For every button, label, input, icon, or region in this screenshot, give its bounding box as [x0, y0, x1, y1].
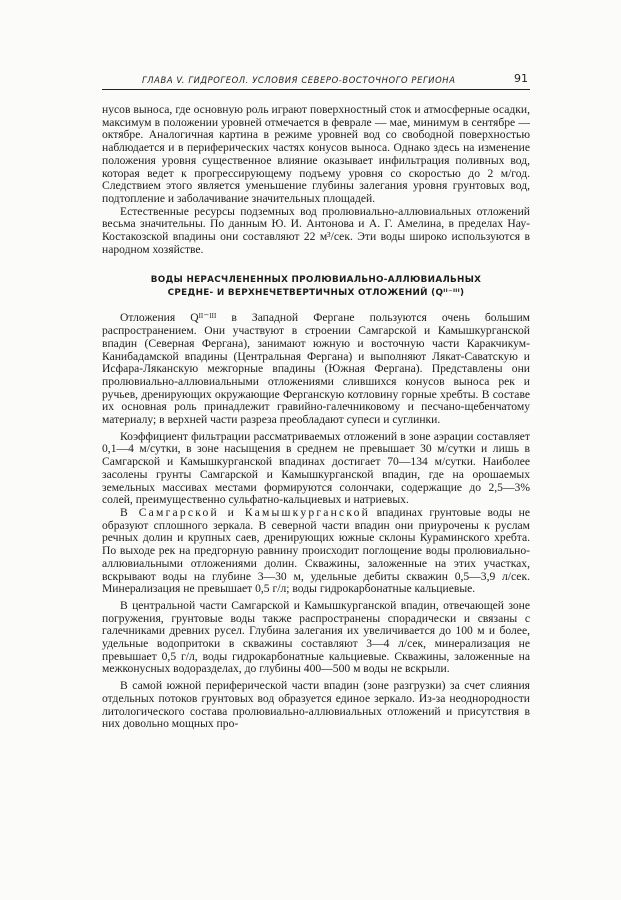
paragraph-central-part: В центральной части Самгарской и Камышкурганской впадин, отвечающей зоне погружения, грунтовые воды также распространены спорадически и связаны с галечниками древних русел. Глубина залегания их увеличивается до 100 м и более, удельные водопритоки в скважины составляют 3—4 л/сек, минерализация не превышает 0,5 г/л, воды гидрокарбонатные кальциевые. Скважины, заложенные на межконусных водоразделах, до глубины 400—500 м воды не вскрыли. [102, 598, 530, 676]
spaced-emphasis: В Самгарской и Камышкурганской [120, 505, 371, 519]
section-heading-line2: СРЕДНЕ- И ВЕРХНЕЧЕТВЕРТИЧНЫХ ОТЛОЖЕНИЙ (Qᴵᴵ⁻ᴵᴵᴵ) [167, 288, 465, 299]
paragraph-groundwater [102, 507, 530, 596]
paragraph-filtration: Коэффициент фильтрации рассматриваемых отложений в зоне аэрации составляет 0,1—4 м/сутки, в зоне насыщения в среднем не превышает 30 м/сутки и лишь в Самгарской и Камышкурганской впадинах достигает 70—134 м/сутки. Наиболее засолены грунты Самгарской и Камышкурганской впадин, где на орошаемых земельных массивах местами формируются солончаки, содержащие до 2,5—3% солей, преимущественно сульфатно-кальциевых и натриевых. [102, 429, 530, 507]
section-heading-line1: ВОДЫ НЕРАСЧЛЕНЕННЫХ ПРОЛЮВИАЛЬНО-АЛЛЮВИАЛЬНЫХ [150, 275, 482, 286]
running-head: ГЛАВА V. ГИДРОГЕОЛ. УСЛОВИЯ СЕВЕРО-ВОСТОЧНОГО РЕГИОНА [142, 75, 456, 85]
section-heading [102, 274, 530, 300]
body-text [102, 104, 530, 731]
page-number: 91 [514, 72, 528, 85]
page-header [102, 69, 530, 90]
paragraph-resources: Естественные ресурсы подземных вод пролювиально-аллювиальных отложений весьма значительны. По данным Ю. И. Антонова и А. Г. Амелина, в пределах Нау-Костакозской впадины они составляют 22 м³/сек. Эти воды широко используются в народном хозяйстве. [102, 204, 530, 256]
paragraph-groundwater-text: впадинах грунтовые воды не образуют сплошного зеркала. В северной части впадин они приурочены к руслам речных долин и крупных саев, дренирующих южные склоны Кураминского хребта. По выходе рек на предгорную равнину происходит поглощение воды пролювиально-аллювиальными отложениями долин. Скважины, заложенные на этих участках, вскрывают воды на глубине 3—30 м, удельные дебиты скважин 0,5—3,9 л/сек. Минерализация не превышает 0,5 г/л; воды гидрокарбонатные кальциевые. [102, 505, 530, 596]
paragraph-deposits: Отложения Qᴵᴵ⁻ᴵᴵᴵ в Западной Фергане пользуются очень большим распространением. Они участвуют в строении Самгарской и Камышкурганской впадин (Северная Фергана), занимают южную и восточную части Каракчикум-Канибадамской впадины (Центральная Фергана) и выполняют Лякат-Саватскую и Исфара-Ляканскую межгорные впадины (Южная Фергана). Представлены они пролювиально-аллювиальными отложениями слившихся конусов выноса рек и ручьев, дренирующих окружающие Ферганскую котловину горные хребты. В составе их основная роль принадлежит гравийно-галечниковому и песчано-щебенчатому материалу; в верхней части разреза преобладают супеси и суглинки. [102, 311, 530, 427]
paragraph-southern-part: В самой южной периферической части впадин (зоне разгрузки) за счет слияния отдельных потоков грунтовых вод образуется единое зеркало. Из-за неоднородности литологического состава пролювиально-аллювиальных отложений и присутствия в них довольно мощных про- [102, 679, 530, 731]
paragraph-continuation: нусов выноса, где основную роль играют поверхностный сток и атмосферные осадки, максимум в положении уровней отмечается в феврале — мае, минимум в сентябре — октябре. Аналогичная картина в режиме уровней вод со свободной поверхностью наблюдается и в периферических частях конусов выноса. Однако здесь на изменение положения уровня существенное влияние оказывает инфильтрация поливных вод, которая ведет к прогрессирующему подъему уровня со скоростью до 2 м/год. Следствием этого является уменьшение глубины залегания уровня грунтовых вод, подтопление и заболачивание значительных площадей. [102, 103, 530, 205]
